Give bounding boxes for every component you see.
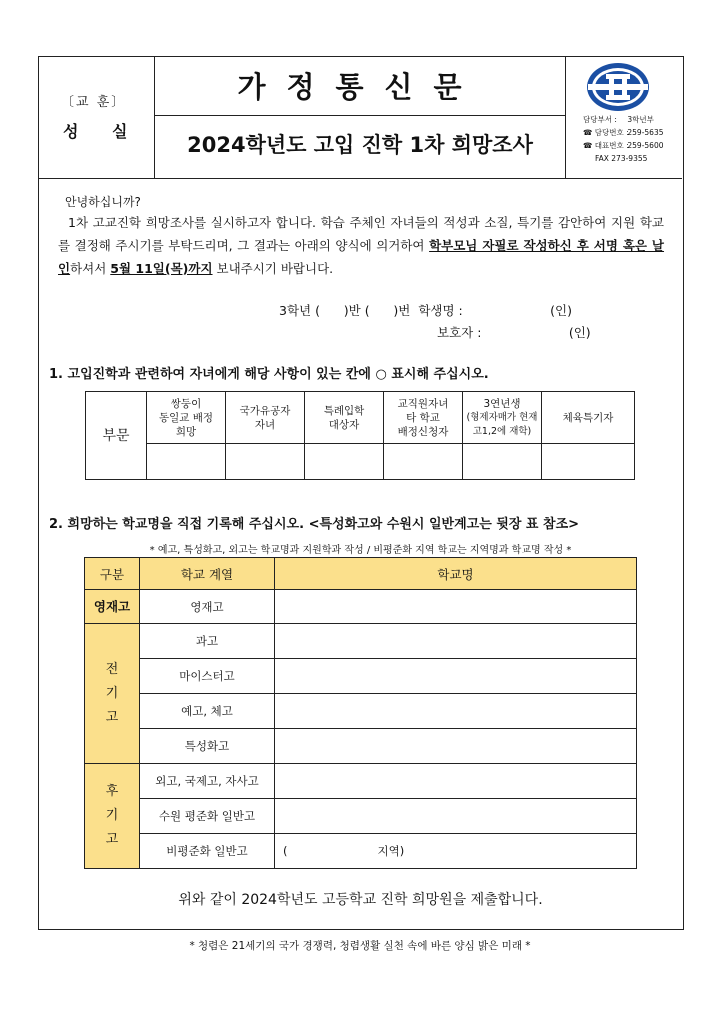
section-1-heading: 1. 고입진학과 관련하여 자녀에게 해당 사항이 있는 칸에 ○ 표시해 주십시오.	[49, 367, 489, 382]
phone-label: ☎ 담당번호 :	[583, 128, 629, 137]
type-specialized: 특성화고	[140, 729, 275, 764]
col-athlete: 체육특기자	[542, 392, 635, 444]
col-patriot: 국가유공자 자녀	[226, 392, 305, 444]
type-non-standard-general: 비평준화 일반고	[140, 834, 275, 869]
check-cell-special[interactable]	[305, 444, 384, 480]
school-name-input[interactable]	[275, 799, 637, 834]
motto-value: 성 실	[63, 122, 142, 141]
guardian-signature-line[interactable]: 보호자 : (인)	[437, 325, 591, 340]
col-staff-children: 교직원자녀 타 학교 배정신청자	[384, 392, 463, 444]
student-signature-line[interactable]: 3학년 ( )반 ( )번 학생명 : (인)	[279, 303, 572, 318]
title-box	[155, 57, 566, 178]
region-school-input[interactable]: ( 지역)	[275, 834, 637, 869]
check-cell-athlete[interactable]	[542, 444, 635, 480]
col-twins: 쌍둥이 동일교 배정 희망	[147, 392, 226, 444]
main-phone-label: ☎ 대표번호 :	[583, 141, 629, 150]
type-arts-sports: 예고, 체고	[140, 694, 275, 729]
school-table	[84, 557, 637, 869]
emphasis-deadline: 5월 11일(목)까지	[110, 261, 213, 276]
check-cell-staff[interactable]	[384, 444, 463, 480]
contact-info	[583, 113, 664, 165]
school-emblem-icon	[585, 61, 651, 113]
category-table	[85, 391, 635, 480]
type-gifted: 영재고	[140, 590, 275, 624]
school-name-input[interactable]	[275, 764, 637, 799]
type-suwon-general: 수원 평준화 일반고	[140, 799, 275, 834]
page-title: 2024학년도 고입 진학 1차 희망조사	[187, 133, 533, 157]
header	[39, 57, 682, 179]
group-late: 후기고	[85, 764, 140, 869]
check-cell-twins[interactable]	[147, 444, 226, 480]
type-science: 과고	[140, 624, 275, 659]
newsletter-title: 가정통신문	[237, 70, 483, 104]
school-name-input[interactable]	[275, 729, 637, 764]
closing-statement: 위와 같이 2024학년도 고등학교 진학 희망원을 제출합니다.	[178, 892, 543, 908]
school-name-input[interactable]	[275, 590, 637, 624]
school-name-input[interactable]	[275, 694, 637, 729]
group-gifted: 영재고	[85, 590, 140, 624]
notice-frame	[38, 56, 684, 930]
check-cell-siblings[interactable]	[463, 444, 542, 480]
col-special-admission: 특례입학 대상자	[305, 392, 384, 444]
motto-box	[39, 57, 155, 178]
dept-label: 담당부서 :	[583, 115, 617, 124]
emphasis-handwriting: 학부모님 자필로 작성하신 후 서명 혹은 날인	[58, 238, 665, 276]
intro-paragraph: 1차 고교진학 희망조사를 실시하고자 합니다. 학습 주체인 자녀들의 적성과 소질, 특기를 감안하여 지원 학교를 결정해 주시기를 부탁드리며, 그 결과는 아래의 양식에 의거하여 학부모님 자필로 작성하신 후 서명 혹은 날인하셔서 5월 11일(목)까지 보내주시기 바랍니다.	[58, 215, 665, 276]
section-2-heading: 2. 희망하는 학교명을 직접 기록해 주십시오. <특성화고와 수원시 일반계고는 뒷장 표 참조>	[49, 517, 580, 532]
type-foreign-lang: 외고, 국제고, 자사고	[140, 764, 275, 799]
group-early: 전기고	[85, 624, 140, 764]
fax: FAX 273-9355	[595, 154, 648, 163]
header-school-name: 학교명	[275, 558, 637, 590]
category-row-label: 부문	[86, 392, 147, 480]
check-cell-patriot[interactable]	[226, 444, 305, 480]
motto-label: 〔교 훈〕	[61, 95, 127, 110]
phone-value: 259-5635	[627, 128, 664, 137]
header-school-type: 학교 계열	[140, 558, 275, 590]
section-2-note: * 예고, 특성화고, 외고는 학교명과 지원학과 작성 / 비평준화 지역 학교는 지역명과 학교명 작성 *	[149, 545, 572, 556]
dept-value: 3학년부	[627, 115, 654, 124]
header-category: 구분	[85, 558, 140, 590]
school-name-input[interactable]	[275, 659, 637, 694]
col-consecutive-siblings: 3연년생 (형제자매가 현재 고1,2에 재학)	[463, 392, 542, 444]
school-name-input[interactable]	[275, 624, 637, 659]
greeting: 안녕하십니까?	[65, 195, 141, 209]
integrity-slogan: * 청렴은 21세기의 국가 경쟁력, 청렴생활 실천 속에 바른 양심 밝은 미래 *	[189, 940, 531, 952]
main-phone-value: 259-5600	[627, 141, 664, 150]
type-meister: 마이스터고	[140, 659, 275, 694]
